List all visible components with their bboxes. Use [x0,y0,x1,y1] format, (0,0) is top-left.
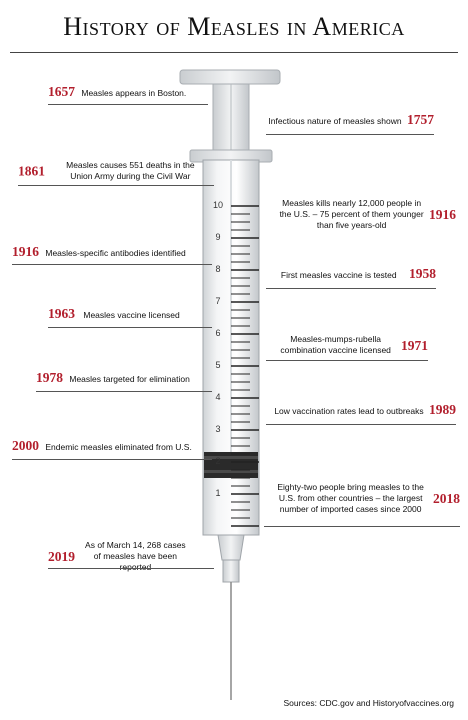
event-year: 1971 [401,337,428,353]
event-text: Infectious nature of measles shown [268,116,402,127]
event-text: Measles-specific antibodies identified [45,248,186,259]
event-year: 1861 [18,163,45,179]
event-text: Measles causes 551 deaths in the Union Army during the Civil War [66,160,195,181]
page-title: History of Measles in America [63,12,405,41]
event-1916-antibodies [12,246,212,259]
event-year: 2018 [433,491,460,506]
event-text: Measles kills nearly 12,000 people in the U.S. – 75 percent of them younger than five years-old [279,198,424,230]
event-text: Endemic measles eliminated from U.S. [45,442,192,453]
event-2018 [264,482,460,515]
needle-hub [223,560,239,582]
event-year: 1916 [12,244,39,259]
event-year: 2019 [48,549,75,564]
event-1916-deaths [264,198,456,231]
scale-number: 10 [212,200,223,210]
scale-number: 1 [215,488,221,498]
scale-number: 3 [215,424,221,434]
scale-number: 4 [215,392,221,402]
event-text: Measles-mumps-rubella combination vaccine licensed [280,334,391,355]
event-2019 [48,540,214,573]
event-1989 [266,404,456,417]
event-year: 1916 [429,207,456,222]
event-year: 1989 [429,402,456,417]
barrel-tip [218,535,244,560]
scale-number: 8 [215,264,221,274]
scale-number: 6 [215,328,221,338]
event-year: 2000 [12,438,39,453]
event-2000 [12,440,212,453]
event-1971 [266,334,428,356]
event-1963 [48,308,212,321]
event-year: 1757 [407,112,434,127]
event-text: First measles vaccine is tested [280,270,397,281]
event-1978 [36,372,212,385]
event-1657 [48,86,208,99]
event-1757 [266,114,434,127]
event-year: 1657 [48,84,75,99]
event-year: 1958 [409,266,436,281]
plunger-thumb [180,70,280,84]
event-1861 [18,160,214,182]
event-text: Low vaccination rates lead to outbreaks [274,406,424,417]
event-text: Eighty-two people bring measles to the U.S. from other countries – the largest number of imported cases since 2000 [277,482,424,514]
scale-number: 5 [215,360,221,370]
event-text: Measles targeted for elimination [69,374,190,385]
sources-note: Sources: CDC.gov and Historyofvaccines.org [283,698,454,708]
scale-number: 7 [215,296,221,306]
event-text: Measles vaccine licensed [83,310,180,321]
event-text: As of March 14, 268 cases of measles have been reported [85,540,186,572]
scale-number: 2 [215,456,221,466]
event-1958 [266,268,436,281]
event-year: 1963 [48,306,75,321]
event-year: 1978 [36,370,63,385]
scale-number: 9 [215,232,221,242]
event-text: Measles appears in Boston. [81,88,187,99]
